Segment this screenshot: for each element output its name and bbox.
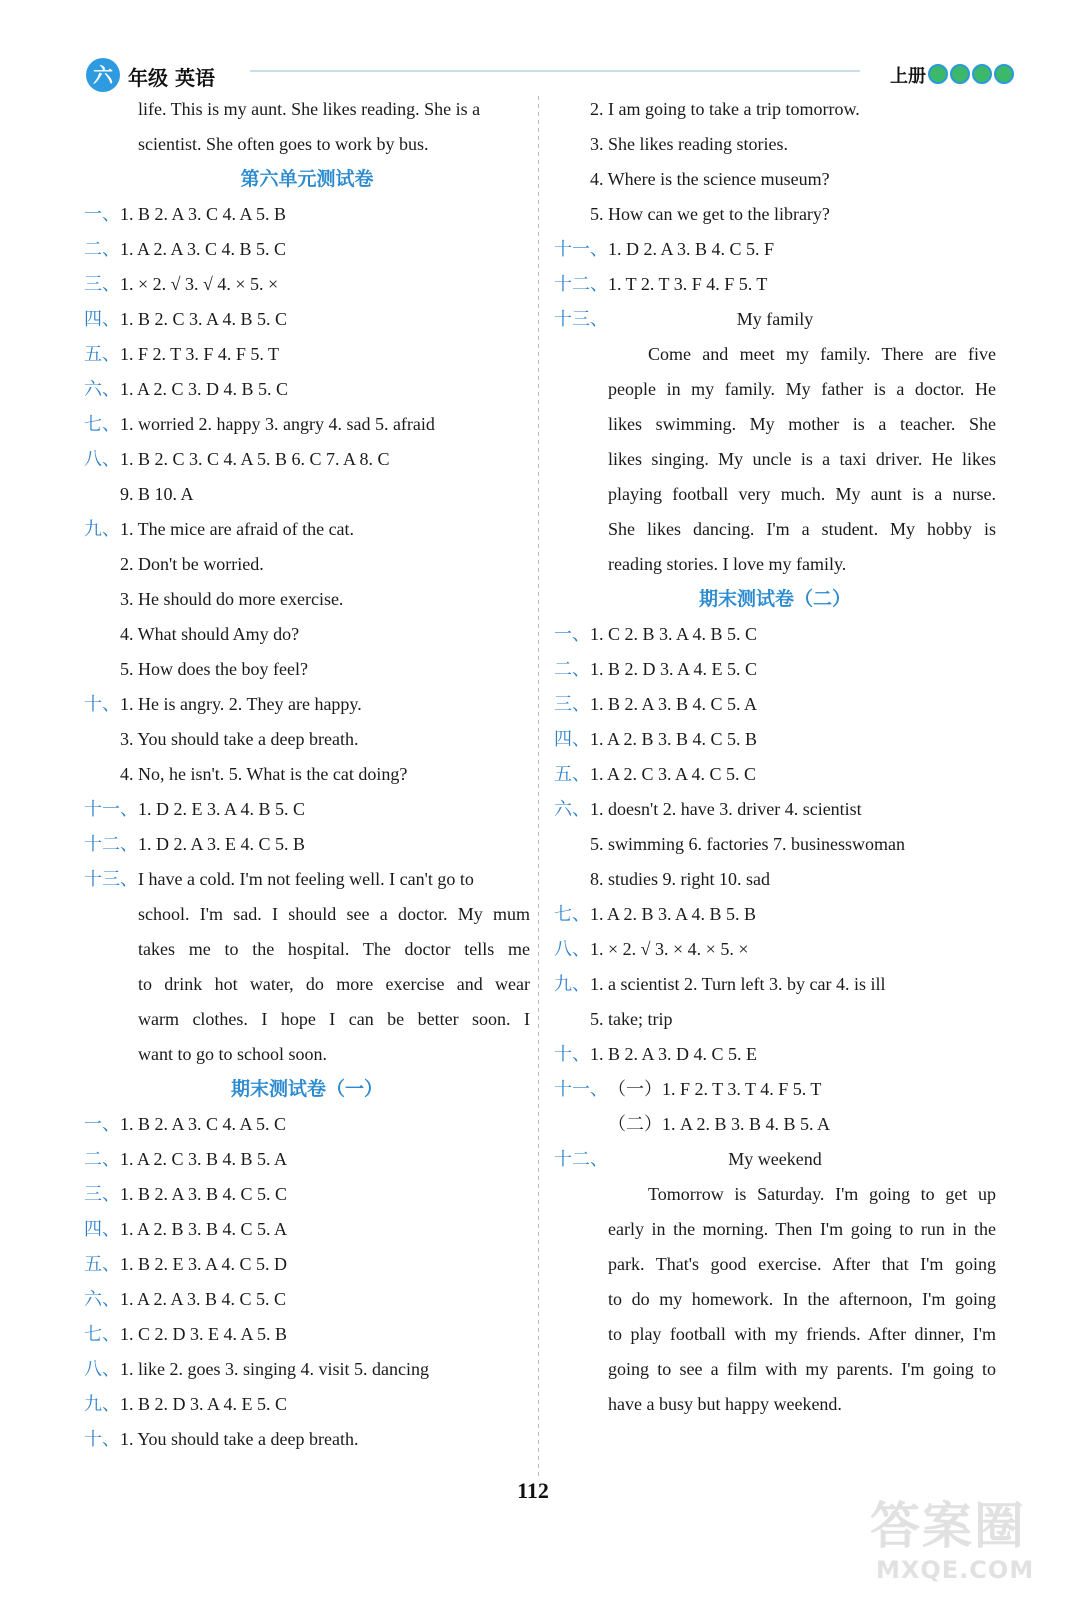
answer-text: 8. studies 9. right 10. sad: [590, 869, 770, 889]
question-number: 一、: [84, 1114, 120, 1135]
answer-line: [554, 897, 996, 932]
answer-line: [84, 652, 530, 687]
answer-text: 1. B 2. C 3. A 4. B 5. C: [120, 309, 288, 329]
answer-line: [84, 92, 530, 127]
question-number: 一、: [84, 204, 120, 225]
answer-text: 1. B 2. D 3. A 4. E 5. C: [590, 659, 758, 679]
answer-line: [554, 1387, 996, 1422]
answer-text: 1. He is angry. 2. They are happy.: [120, 694, 362, 714]
answer-line: [554, 512, 996, 547]
answer-text: scientist. She often goes to work by bus.: [138, 134, 429, 154]
answer-text: 1. A 2. A 3. C 4. B 5. C: [120, 239, 287, 259]
answer-line: [84, 267, 530, 302]
answer-line: [84, 232, 530, 267]
answer-text: 3. You should take a deep breath.: [120, 729, 359, 749]
answer-line: [84, 1107, 530, 1142]
answer-line: [84, 932, 530, 967]
question-number: 十、: [84, 694, 120, 715]
answer-text: 1. F 2. T 3. F 4. F 5. T: [120, 344, 280, 364]
answer-text: 1. B 2. A 3. B 4. C 5. C: [120, 1184, 288, 1204]
watermark-text: 答案圈: [870, 1497, 1026, 1555]
answer-line: [84, 547, 530, 582]
answer-line: [84, 967, 530, 1002]
answer-text: 1. B 2. A 3. B 4. C 5. A: [590, 694, 758, 714]
answer-line: [554, 442, 996, 477]
answer-text: 1. doesn't 2. have 3. driver 4. scientist: [590, 799, 862, 819]
volume-label: 上册: [890, 66, 926, 87]
answer-text: 5. How can we get to the library?: [590, 204, 830, 224]
answer-text: likes swimming. My mother is a teacher. She: [608, 414, 996, 434]
answer-text: 1. B 2. D 3. A 4. E 5. C: [120, 1394, 288, 1414]
decor-dot-icon: [950, 64, 970, 84]
answer-text: 5. How does the boy feel?: [120, 659, 308, 679]
answer-line: [84, 372, 530, 407]
answer-text: 1. B 2. A 3. C 4. A 5. B: [120, 204, 287, 224]
answer-line: [554, 1107, 996, 1142]
answer-text: 1. T 2. T 3. F 4. F 5. T: [608, 274, 768, 294]
answer-text: park. That's good exercise. After that I'm going: [608, 1254, 996, 1274]
answer-line: [84, 1317, 530, 1352]
answer-text: 5. swimming 6. factories 7. businesswoman: [590, 834, 905, 854]
question-number: 十二、: [554, 1149, 608, 1170]
answer-line: [554, 617, 996, 652]
header-rule: [250, 70, 860, 72]
answer-text: 1. A 2. A 3. B 4. C 5. C: [120, 1289, 287, 1309]
answer-line: [84, 827, 530, 862]
watermark-logo: [870, 1486, 1046, 1596]
question-number: 七、: [84, 414, 120, 435]
question-number: 三、: [84, 1184, 120, 1205]
page-number: 112: [517, 1478, 549, 1503]
answer-line: [554, 372, 996, 407]
question-number: 六、: [84, 379, 120, 400]
right-column: [554, 92, 996, 1422]
answer-text: 1. B 2. E 3. A 4. C 5. D: [120, 1254, 288, 1274]
answer-text: （一）1. F 2. T 3. T 4. F 5. T: [608, 1079, 822, 1099]
question-number: 十一、: [554, 239, 608, 260]
answer-line: [84, 722, 530, 757]
question-number: 六、: [554, 799, 590, 820]
answer-text: 2. Don't be worried.: [120, 554, 264, 574]
question-number: 七、: [554, 904, 590, 925]
answer-line: [554, 1142, 996, 1177]
answer-line: [84, 302, 530, 337]
answer-text: 1. You should take a deep breath.: [120, 1429, 359, 1449]
answer-line: [554, 1352, 996, 1387]
answer-text: 1. like 2. goes 3. singing 4. visit 5. dancing: [120, 1359, 429, 1379]
question-number: 三、: [84, 274, 120, 295]
page-header: [0, 0, 1066, 100]
answer-text: 1. × 2. √ 3. √ 4. × 5. ×: [120, 274, 279, 294]
essay-title: My family: [736, 309, 814, 329]
section-title: [554, 582, 996, 617]
answer-line: [84, 477, 530, 512]
answer-line: [84, 1352, 530, 1387]
answer-text: 1. A 2. B 3. B 4. C 5. B: [590, 729, 758, 749]
answer-line: [554, 1002, 996, 1037]
question-number: 二、: [554, 659, 590, 680]
question-number: 八、: [84, 449, 120, 470]
answer-text: 4. No, he isn't. 5. What is the cat doing?: [120, 764, 408, 784]
question-number: 二、: [84, 1149, 120, 1170]
question-number: 二、: [84, 239, 120, 260]
answer-line: [84, 1387, 530, 1422]
answer-line: [554, 967, 996, 1002]
answer-text: playing football very much. My aunt is a nurse.: [608, 484, 996, 504]
answer-text: 4. Where is the science museum?: [590, 169, 830, 189]
question-number: 五、: [554, 764, 590, 785]
decor-dot-icon: [928, 64, 948, 84]
question-number: 十三、: [84, 869, 138, 890]
answer-line: [84, 897, 530, 932]
question-number: 四、: [84, 1219, 120, 1240]
answer-text: 1. The mice are afraid of the cat.: [120, 519, 355, 539]
answer-line: [84, 127, 530, 162]
answer-text: 1. D 2. A 3. B 4. C 5. F: [608, 239, 775, 259]
answer-text: 3. She likes reading stories.: [590, 134, 788, 154]
answer-text: Come and meet my family. There are five: [648, 344, 996, 364]
answer-text: 1. a scientist 2. Turn left 3. by car 4. is ill: [590, 974, 886, 994]
answer-line: [84, 442, 530, 477]
question-number: 十、: [84, 1429, 120, 1450]
answer-text: She likes dancing. I'm a student. My hobby is: [608, 519, 996, 539]
answer-text: to play football with my friends. After dinner, I'm: [608, 1324, 996, 1344]
answer-line: [554, 302, 996, 337]
section-title: [84, 162, 530, 197]
answer-text: 第六单元测试卷: [240, 168, 374, 190]
question-number: 三、: [554, 694, 590, 715]
column-divider: [538, 96, 539, 1476]
grade-subject-label: 年级 英语: [128, 66, 215, 90]
answer-text: I have a cold. I'm not feeling well. I can't go to: [138, 869, 474, 889]
answer-text: school. I'm sad. I should see a doctor. My mum: [138, 904, 530, 924]
answer-text: 1. C 2. B 3. A 4. B 5. C: [590, 624, 758, 644]
question-number: 一、: [554, 624, 590, 645]
question-number: 九、: [84, 519, 120, 540]
answer-line: [554, 1037, 996, 1072]
answer-text: 1. C 2. D 3. E 4. A 5. B: [120, 1324, 288, 1344]
answer-line: [554, 1282, 996, 1317]
answer-text: warm clothes. I hope I can be better soon. I: [138, 1009, 530, 1029]
question-number: 十二、: [554, 274, 608, 295]
decor-dot-icon: [994, 64, 1014, 84]
question-number: 八、: [84, 1359, 120, 1380]
answer-line: [84, 617, 530, 652]
answer-text: people in my family. My father is a doctor. He: [608, 379, 996, 399]
question-number: 十一、: [84, 799, 138, 820]
answer-line: [84, 1177, 530, 1212]
answer-text: have a busy but happy weekend.: [608, 1394, 842, 1414]
answer-line: [84, 1212, 530, 1247]
answer-line: [84, 792, 530, 827]
answer-text: 4. What should Amy do?: [120, 624, 300, 644]
essay-title: My weekend: [728, 1149, 822, 1169]
answer-line: [554, 827, 996, 862]
answer-line: [554, 932, 996, 967]
question-number: 九、: [84, 1394, 120, 1415]
answer-line: [554, 722, 996, 757]
question-number: 七、: [84, 1324, 120, 1345]
answer-text: 1. B 2. A 3. C 4. A 5. C: [120, 1114, 287, 1134]
answer-line: [554, 127, 996, 162]
question-number: 九、: [554, 974, 590, 995]
answer-line: [554, 547, 996, 582]
answer-text: 1. A 2. C 3. B 4. B 5. A: [120, 1149, 288, 1169]
answer-text: life. This is my aunt. She likes reading. She is a: [138, 99, 481, 119]
header-dots: [928, 64, 1014, 84]
answer-line: [554, 477, 996, 512]
answer-line: [84, 1037, 530, 1072]
answer-line: [554, 1177, 996, 1212]
answer-text: 9. B 10. A: [120, 484, 194, 504]
question-number: 六、: [84, 1289, 120, 1310]
question-number: 四、: [554, 729, 590, 750]
answer-line: [84, 757, 530, 792]
question-number: 五、: [84, 344, 120, 365]
answer-text: 1. A 2. B 3. A 4. B 5. B: [590, 904, 757, 924]
answer-line: [84, 1422, 530, 1457]
answer-text: 1. D 2. E 3. A 4. B 5. C: [138, 799, 306, 819]
answer-line: [554, 1212, 996, 1247]
answer-text: 期末测试卷（二）: [698, 588, 851, 610]
question-number: 十三、: [554, 309, 608, 330]
answer-text: early in the morning. Then I'm going to run in the: [608, 1219, 996, 1239]
question-number: 十二、: [84, 834, 138, 855]
question-number: 八、: [554, 939, 590, 960]
answer-text: 1. B 2. C 3. C 4. A 5. B 6. C 7. A 8. C: [120, 449, 390, 469]
answer-line: [554, 407, 996, 442]
answer-text: 1. B 2. A 3. D 4. C 5. E: [590, 1044, 758, 1064]
answer-line: [554, 232, 996, 267]
question-number: 四、: [84, 309, 120, 330]
answer-line: [84, 197, 530, 232]
answer-line: [554, 687, 996, 722]
answer-line: [554, 197, 996, 232]
answer-line: [84, 1282, 530, 1317]
answer-line: [554, 862, 996, 897]
answer-line: [554, 162, 996, 197]
answer-text: （二）1. A 2. B 3. B 4. B 5. A: [608, 1114, 831, 1134]
answer-text: likes singing. My uncle is a taxi driver. He likes: [608, 449, 996, 469]
answer-text: 1. × 2. √ 3. × 4. × 5. ×: [590, 939, 749, 959]
answer-text: 1. worried 2. happy 3. angry 4. sad 5. afraid: [120, 414, 435, 434]
grade-badge: 六: [86, 58, 120, 92]
answer-line: [554, 267, 996, 302]
answer-line: [84, 687, 530, 722]
answer-line: [84, 1142, 530, 1177]
answer-line: [84, 1002, 530, 1037]
left-column: [84, 92, 530, 1457]
answer-text: 2. I am going to take a trip tomorrow.: [590, 99, 860, 119]
answer-line: [554, 337, 996, 372]
answer-text: 1. A 2. C 3. D 4. B 5. C: [120, 379, 289, 399]
answer-text: to drink hot water, do more exercise and wear: [138, 974, 530, 994]
answer-line: [554, 92, 996, 127]
answer-line: [554, 1317, 996, 1352]
section-title: [84, 1072, 530, 1107]
question-number: 十一、: [554, 1079, 608, 1100]
answer-line: [84, 862, 530, 897]
answer-line: [554, 792, 996, 827]
answer-text: reading stories. I love my family.: [608, 554, 847, 574]
answer-text: 3. He should do more exercise.: [120, 589, 344, 609]
answer-line: [84, 337, 530, 372]
answer-line: [84, 512, 530, 547]
answer-text: want to go to school soon.: [138, 1044, 327, 1064]
answer-text: 期末测试卷（一）: [230, 1078, 383, 1100]
answer-text: 1. D 2. A 3. E 4. C 5. B: [138, 834, 306, 854]
answer-text: Tomorrow is Saturday. I'm going to get up: [648, 1184, 996, 1204]
question-number: 五、: [84, 1254, 120, 1275]
answer-line: [84, 407, 530, 442]
answer-line: [554, 1247, 996, 1282]
answer-text: to do my homework. In the afternoon, I'm going: [608, 1289, 996, 1309]
watermark-url: MXQE.COM: [876, 1556, 1035, 1584]
answer-text: 1. A 2. B 3. B 4. C 5. A: [120, 1219, 288, 1239]
question-number: 十、: [554, 1044, 590, 1065]
answer-text: 5. take; trip: [590, 1009, 673, 1029]
answer-text: takes me to the hospital. The doctor tells me: [138, 939, 530, 959]
answer-line: [84, 582, 530, 617]
decor-dot-icon: [972, 64, 992, 84]
answer-text: going to see a film with my parents. I'm going to: [608, 1359, 996, 1379]
answer-line: [554, 652, 996, 687]
answer-line: [554, 1072, 996, 1107]
answer-line: [554, 757, 996, 792]
answer-text: 1. A 2. C 3. A 4. C 5. C: [590, 764, 757, 784]
answer-line: [84, 1247, 530, 1282]
